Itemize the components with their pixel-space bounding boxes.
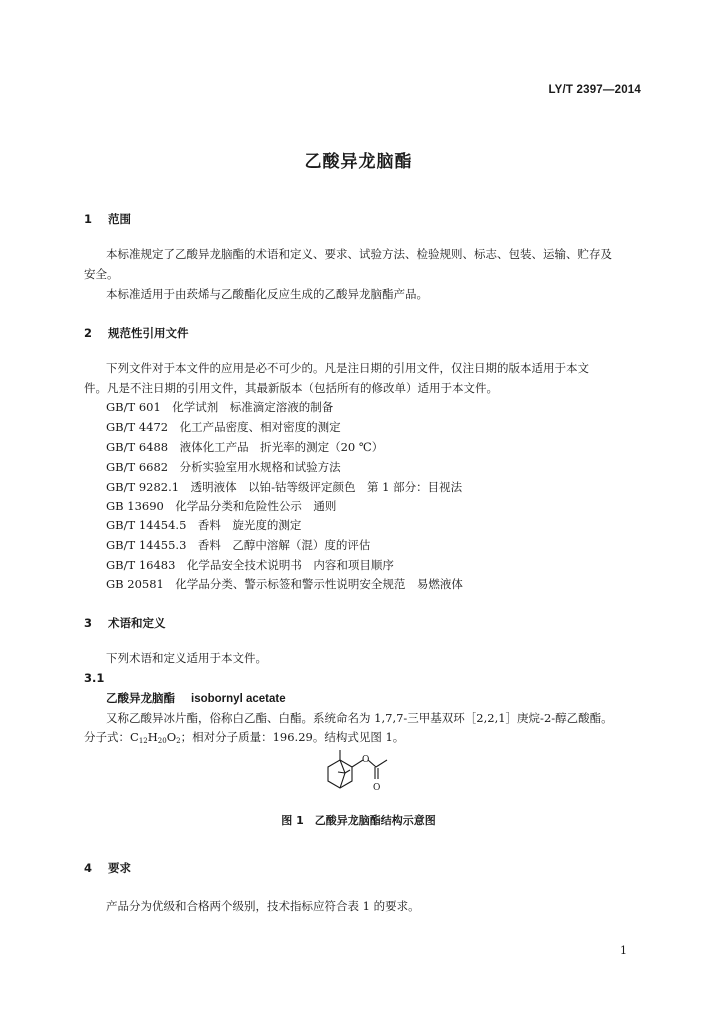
standard-code: LY/T 2397—2014 — [548, 84, 641, 96]
bridge-bond — [340, 760, 345, 788]
section-number: 1 — [84, 212, 93, 226]
paragraph: 件。凡是不注日期的引用文件，其最新版本（包括所有的修改单）适用于本文件。 — [84, 381, 498, 395]
isobornyl-acetate-structure-figure — [318, 746, 408, 796]
section-4-heading — [84, 860, 131, 876]
paragraph: 安全。 — [84, 267, 119, 281]
term-chinese: 乙酸异龙脑酯 — [106, 691, 175, 705]
formula-subscript: 2 — [176, 737, 181, 745]
paragraph: 本标准适用于由莰烯与乙酸酯化反应生成的乙酸异龙脑酯产品。 — [106, 287, 428, 301]
section-title: 范围 — [108, 212, 132, 226]
document-title: 乙酸异龙脑酯 — [304, 152, 413, 172]
reference-item: GB/T 6488 液体化工产品 折光率的测定（20 ℃） — [106, 440, 384, 454]
paragraph: 产品分为优级和合格两个级别，技术指标应符合表 1 的要求。 — [106, 899, 420, 913]
formula-text: H — [147, 730, 158, 744]
term-number: 3.1 — [84, 671, 105, 685]
formula-text: 分子式：C — [84, 730, 139, 744]
reference-item: GB 13690 化学品分类和危险性公示 通则 — [106, 499, 337, 513]
carbonyl-oxygen-label: O — [373, 783, 381, 793]
formula-text: O — [166, 730, 177, 744]
figure-caption: 图 1 乙酸异龙脑酯结构示意图 — [281, 814, 436, 827]
term-english: isobornyl acetate — [191, 693, 286, 705]
bridge-bond — [345, 770, 350, 773]
paragraph: 下列文件对于本文件的应用是必不可少的。凡是注日期的引用文件，仅注日期的版本适用于本文 — [106, 361, 589, 375]
ester-oxygen-label: O — [362, 755, 370, 765]
section-3-heading — [84, 615, 166, 631]
bridge-bond — [338, 772, 345, 773]
reference-item: GB/T 4472 化工产品密度、相对密度的测定 — [106, 420, 341, 434]
acetyl-bond — [376, 760, 387, 767]
reference-item: GB/T 9282.1 透明液体 以铂-钴等级评定颜色 第 1 部分：目视法 — [106, 480, 463, 494]
section-1-heading — [84, 211, 131, 227]
section-number: 4 — [84, 861, 93, 875]
reference-item: GB 20581 化学品分类、警示标签和警示性说明安全规范 易燃液体 — [106, 577, 463, 591]
section-2-heading — [84, 325, 189, 341]
paragraph: 下列术语和定义适用于本文件。 — [106, 651, 267, 665]
section-title: 术语和定义 — [108, 616, 166, 630]
section-title: 要求 — [108, 861, 132, 875]
formula-text: ；相对分子质量：196.29。结构式见图 1。 — [180, 730, 405, 744]
definition-text: 又称乙酸异冰片酯，俗称白乙酯、白酯。系统命名为 1,7,7-三甲基双环［2,2,1］庚烷-2-醇乙酸酯。 — [106, 711, 613, 725]
section-number: 3 — [84, 616, 93, 630]
paragraph: 本标准规定了乙酸异龙脑酯的术语和定义、要求、试验方法、检验规则、标志、包装、运输、贮存及 — [106, 247, 612, 261]
ring-hexagon — [328, 760, 352, 788]
reference-item: GB/T 14455.3 香料 乙醇中溶解（混）度的评估 — [106, 538, 371, 552]
section-title: 规范性引用文件 — [108, 326, 189, 340]
reference-item: GB/T 16483 化学品安全技术说明书 内容和项目顺序 — [106, 558, 394, 572]
reference-item: GB/T 6682 分析实验室用水规格和试验方法 — [106, 460, 341, 474]
page-number: 1 — [620, 944, 627, 957]
reference-item: GB/T 14454.5 香料 旋光度的测定 — [106, 518, 302, 532]
reference-item: GB/T 601 化学试剂 标准滴定溶液的制备 — [106, 400, 334, 414]
section-number: 2 — [84, 326, 93, 340]
term-entry — [106, 690, 286, 706]
formula-subscript: 20 — [157, 737, 167, 745]
formula-subscript: 12 — [138, 737, 148, 745]
